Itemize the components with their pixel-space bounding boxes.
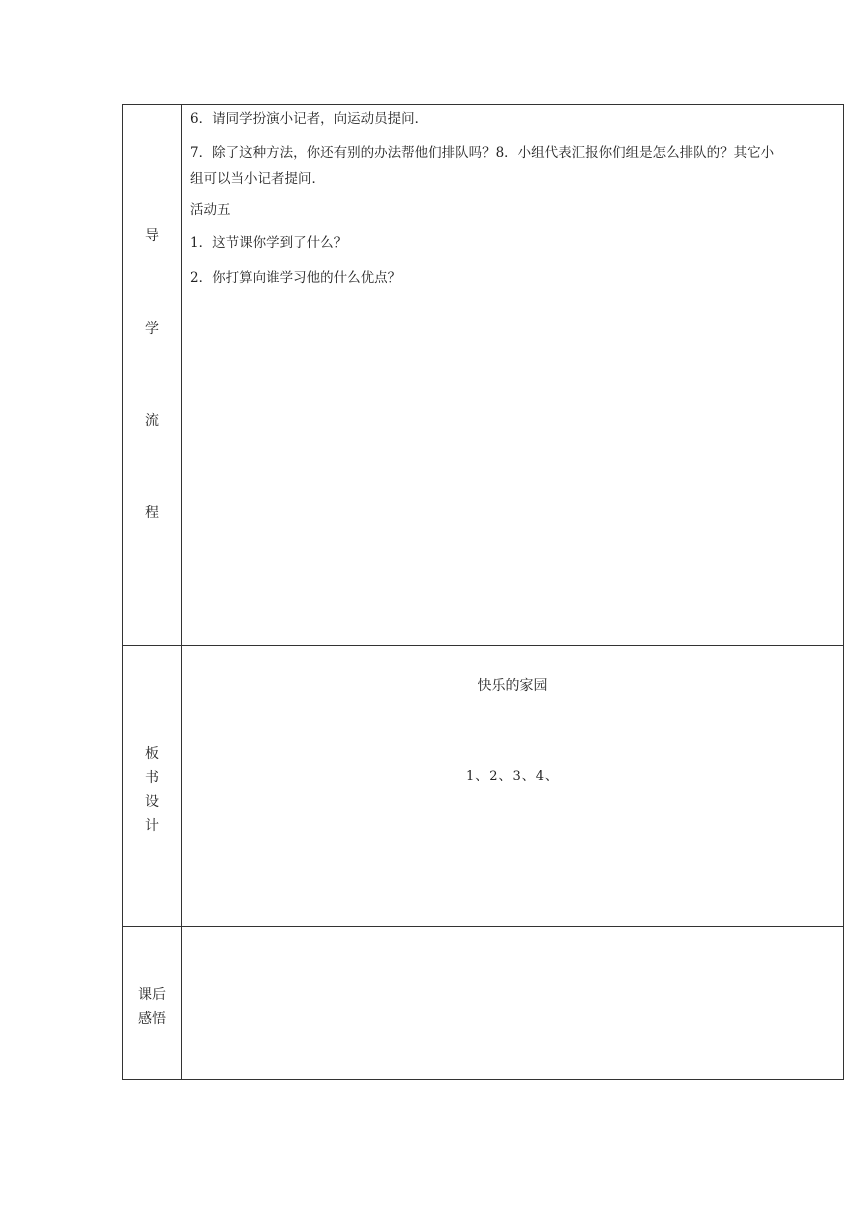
lesson-plan-table — [122, 104, 844, 1080]
board-design-row — [123, 645, 843, 927]
label-line: 课后 — [138, 987, 166, 1003]
content-line: 组可以当小记者提问． — [190, 171, 325, 187]
guided-learning-content — [182, 105, 843, 645]
board-design-label-cell — [123, 645, 182, 926]
label-char: 计 — [145, 818, 159, 834]
label-char: 导 — [145, 228, 159, 244]
label-char: 书 — [145, 770, 159, 786]
reflection-label-cell — [123, 926, 182, 1079]
content-line: 6．请同学扮演小记者，向运动员提问． — [190, 111, 429, 127]
guided-learning-label-cell — [123, 105, 182, 645]
content-line: 7．除了这种方法，你还有别的办法帮他们排队吗？8．小组代表汇报你们组是怎么排队的？其它小 — [190, 145, 775, 161]
reflection-row — [123, 926, 843, 1079]
content-line: 活动五 — [190, 202, 231, 218]
board-title: 快乐的家园 — [477, 678, 548, 694]
label-char: 流 — [145, 413, 159, 429]
guided-learning-row — [123, 105, 843, 646]
label-char: 板 — [145, 746, 159, 762]
board-items: 1、2、3、4、 — [465, 769, 560, 784]
label-char: 程 — [145, 505, 159, 521]
content-line: 1．这节课你学到了什么？ — [190, 235, 348, 251]
label-char: 学 — [145, 321, 159, 337]
reflection-content — [182, 926, 843, 1079]
label-line: 感悟 — [138, 1011, 166, 1027]
label-char: 设 — [145, 794, 159, 810]
content-line: 2．你打算向谁学习他的什么优点？ — [190, 270, 402, 286]
board-design-content — [182, 645, 843, 926]
